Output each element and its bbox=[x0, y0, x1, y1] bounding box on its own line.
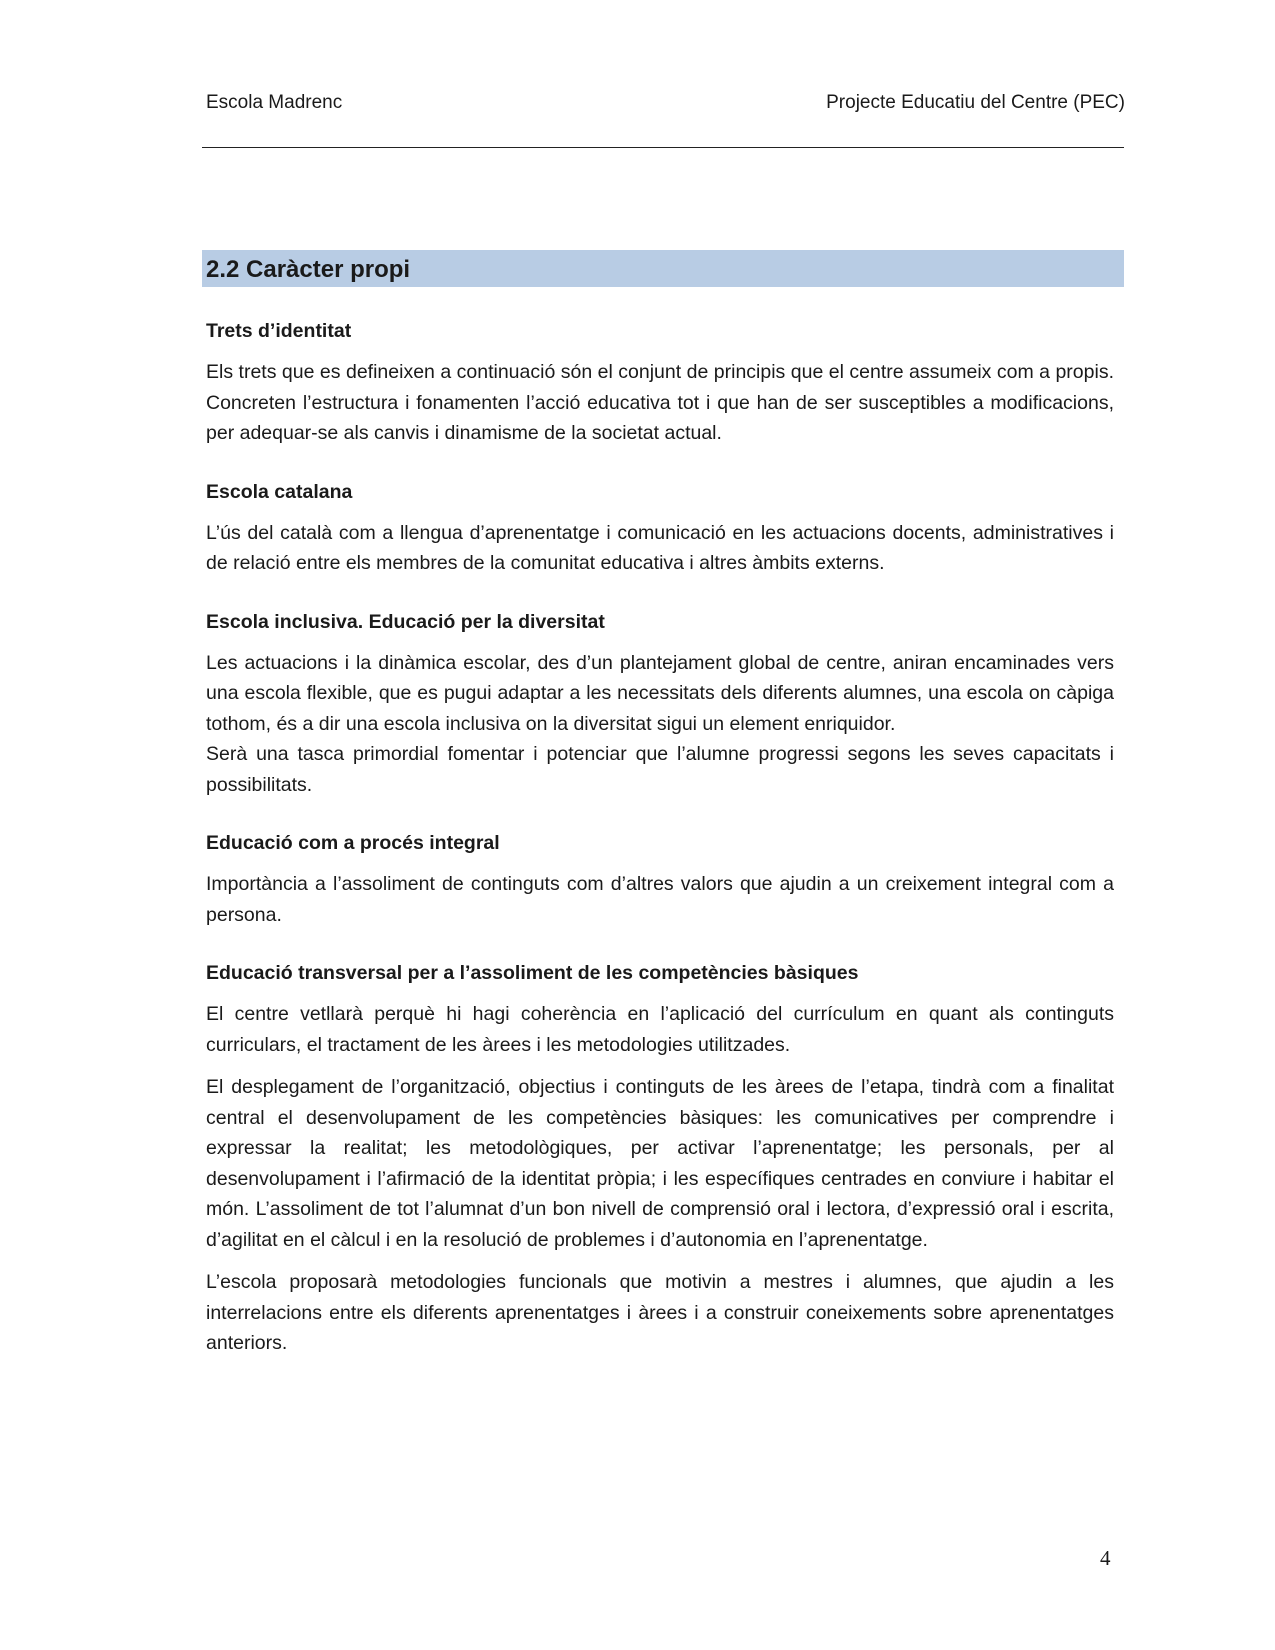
page-number: 4 bbox=[1100, 1546, 1111, 1570]
subsection-heading: Trets d’identitat bbox=[206, 320, 352, 342]
subsection-heading: Educació transversal per a l’assoliment de les competències bàsiques bbox=[206, 962, 859, 984]
paragraph: Els trets que es defineixen a continuació són el conjunt de principis que el centre assumeix com a propis. Concreten l’estructura i fonamenten l’acció educativa tot i que han de ser susceptibles a modificacions, per adequar-se als canvis i dinamisme de la societat actual. bbox=[206, 361, 1114, 444]
subsection-heading: Escola catalana bbox=[206, 480, 353, 503]
subsection-escola-catalana bbox=[206, 479, 1114, 579]
paragraph: El desplegament de l’organització, objectius i continguts de les àrees de l’etapa, tindrà com a finalitat central el desenvolupament de les competències bàsiques: les comunicatives per comprendre i expressar la realitat; les metodològiques, per activar l’aprenentatge; les personals, per al desenvolupament i l’afirmació de la identitat pròpia; i les específiques centrades en conviure i habitar el món. L’assoliment de tot l’alumnat d’un bon nivell de comprensió oral i lectora, d’expressió oral i escrita, d’agilitat en el càlcul i en la resolució de problemes i d’autonomia en l’aprenentatge. bbox=[206, 1076, 1114, 1251]
paragraph: Les actuacions i la dinàmica escolar, des d’un plantejament global de centre, aniran encaminades vers una escola flexible, que es pugui adaptar a les necessitats dels diferents alumnes, una escola on càpiga tothom, és a dir una escola inclusiva on la diversitat sigui un element enriquidor. bbox=[206, 651, 1114, 735]
header-divider bbox=[202, 147, 1124, 148]
section-heading-bar bbox=[202, 250, 1124, 287]
header-school-name: Escola Madrenc bbox=[206, 92, 343, 113]
paragraph: L’ús del català com a llengua d’aprenentatge i comunicació en les actuacions docents, administratives i de relació entre els membres de la comunitat educativa i altres àmbits externs. bbox=[206, 521, 1114, 574]
paragraph: Importància a l’assoliment de continguts com d’altres valors que ajudin a un creixement integral com a persona. bbox=[206, 873, 1114, 926]
paragraph: Serà una tasca primordial fomentar i potenciar que l’alumne progressi segons les seves capacitats i possibilitats. bbox=[206, 743, 1114, 796]
subsection-escola-inclusiva bbox=[206, 609, 1114, 801]
subsection-heading: Educació com a procés integral bbox=[206, 832, 500, 854]
document-body bbox=[206, 318, 1114, 1389]
paragraph: El centre vetllarà perquè hi hagi coherència en l’aplicació del currículum en quant als continguts curriculars, el tractament de les àrees i les metodologies utilitzades. bbox=[206, 1003, 1114, 1056]
subsection-heading: Escola inclusiva. Educació per la diversitat bbox=[206, 610, 605, 633]
section-title: 2.2 Caràcter propi bbox=[206, 256, 411, 283]
header-document-title: Projecte Educatiu del Centre (PEC) bbox=[826, 92, 1125, 113]
subsection-educacio-transversal bbox=[206, 960, 1114, 1359]
subsection-proces-integral bbox=[206, 830, 1114, 930]
paragraph: L’escola proposarà metodologies funcionals que motivin a mestres i alumnes, que ajudin a les interrelacions entre els diferents aprenentatges i àrees i a construir coneixements sobre aprenentatges anteriors. bbox=[206, 1271, 1114, 1354]
subsection-trets-identitat bbox=[206, 318, 1114, 449]
